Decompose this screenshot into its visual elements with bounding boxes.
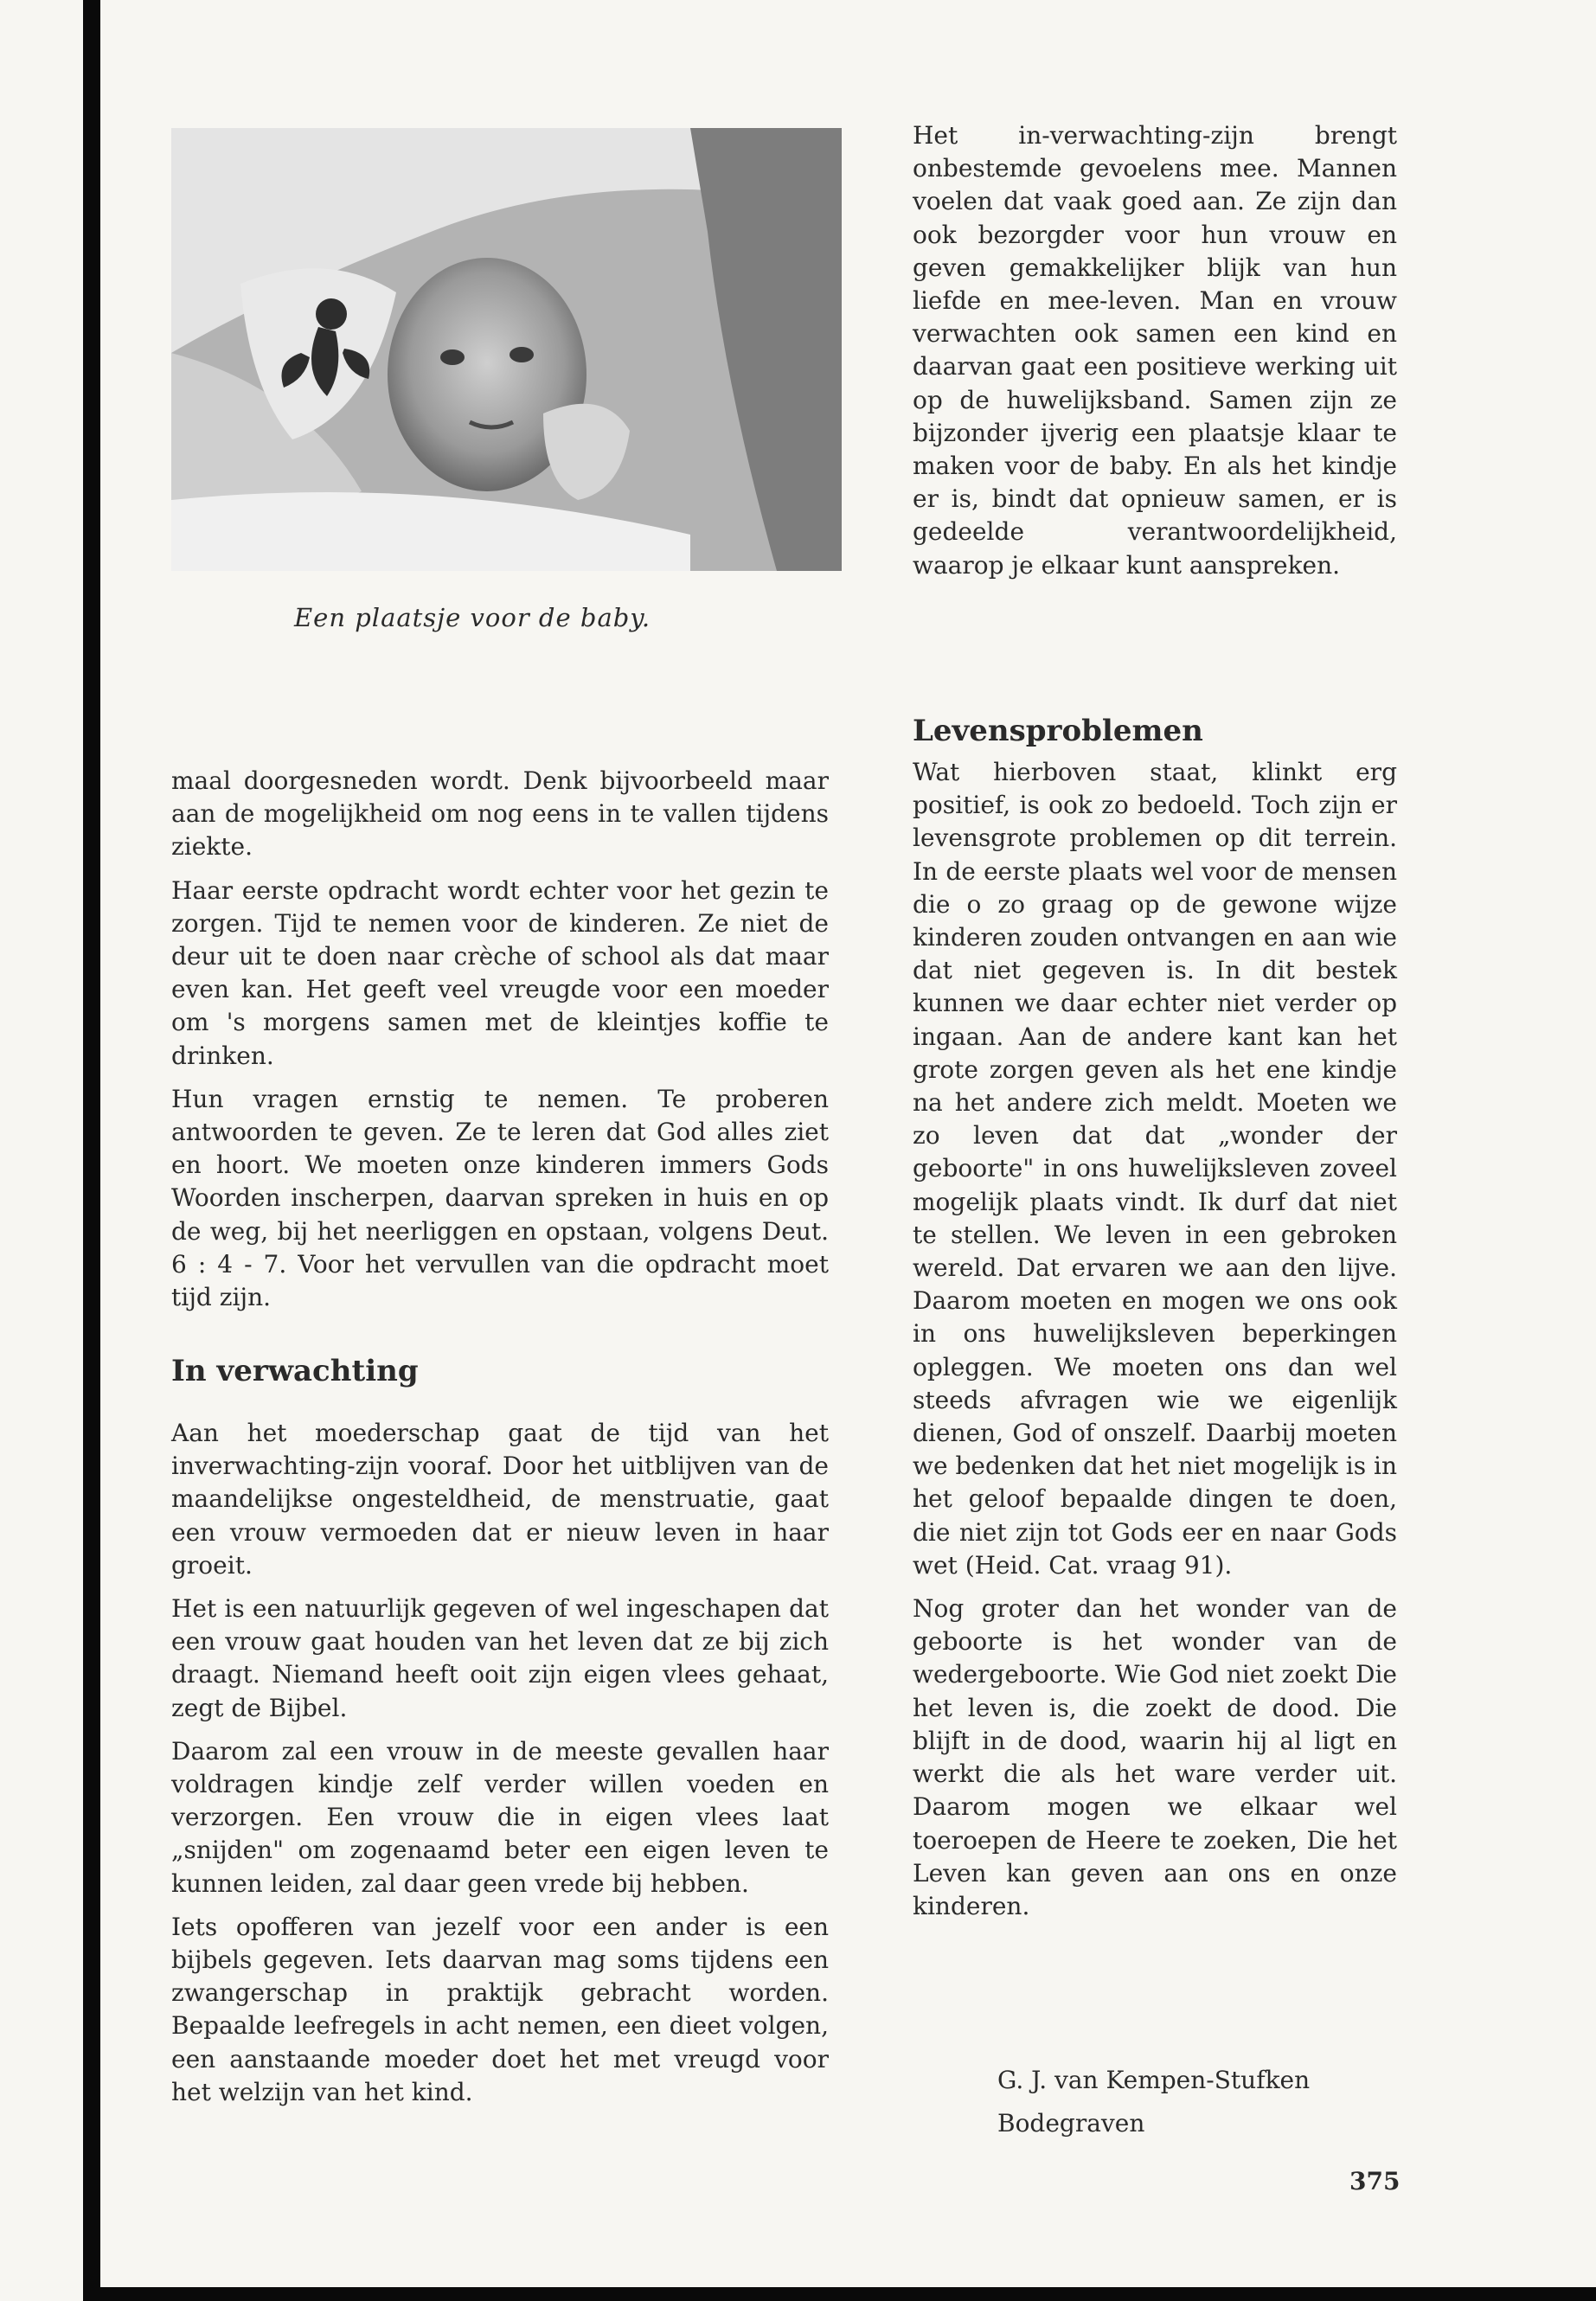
baby-photo bbox=[171, 128, 842, 571]
right-column-bottom bbox=[913, 756, 1397, 1933]
right-column-top bbox=[913, 119, 1397, 593]
paragraph: Iets opofferen van jezelf voor een ander is een bijbels gegeven. Iets daarvan mag soms tijdens een zwangerschap in praktijk gebracht worden. Bepaalde leefregels in acht nemen, een dieet volgen, een aanstaande moeder doet het met vreugd voor het welzijn van het kind. bbox=[171, 1912, 829, 2106]
author-name: G. J. van Kempen-Stufken bbox=[997, 2066, 1311, 2094]
page-number: 375 bbox=[1349, 2167, 1401, 2195]
paragraph: Daarom zal een vrouw in de meeste gevallen haar voldragen kindje zelf verder willen voeden en verzorgen. Een vrouw die in eigen vlees laat „snijden" om zogenaamd beter een eigen leven te kunnen leiden, zal daar geen vrede bij hebben. bbox=[171, 1736, 829, 1898]
left-column-top bbox=[171, 765, 829, 1324]
left-column-bottom bbox=[171, 1417, 829, 2119]
paragraph: Het in-verwachting-zijn brengt onbestemde gevoelens mee. Mannen voelen dat vaak goed aan. Ze zijn dan ook bezorgder voor hun vrouw en geven gemakkelijker blijk van hun liefde en mee-leven. Man en vrouw verwachten ook samen een kind en daarvan gaat een positieve werking uit op de huwelijksband. Samen zijn ze bijzonder ijverig een plaatsje klaar te maken voor de baby. En als het kindje er is, bindt dat opnieuw samen, er is gedeelde verantwoordelijkheid, waarop je elkaar kunt aanspreken. bbox=[913, 121, 1397, 580]
heading-text: Levensproblemen bbox=[913, 714, 1203, 748]
paragraph: maal doorgesneden wordt. Denk bijvoorbeeld maar aan de mogelijkheid om nog eens in te vallen tijdens ziekte. bbox=[171, 766, 829, 862]
section-heading-in-verwachting bbox=[171, 1354, 829, 1388]
binding-edge bbox=[83, 0, 100, 2301]
paragraph: Hun vragen ernstig te nemen. Te proberen antwoorden te geven. Ze te leren dat God alles ziet en hoort. We moeten onze kinderen immers Gods Woorden inscherpen, daarvan spreken in huis en op de weg, bij het neerliggen en opstaan, volgens Deut. 6 : 4 - 7. Voor het vervullen van die opdracht moet tijd zijn. bbox=[171, 1084, 829, 1312]
photo-caption: Een plaatsje voor de baby. bbox=[294, 603, 651, 632]
paragraph: Het is een natuurlijk gegeven of wel ingeschapen dat een vrouw gaat houden van het leven dat ze bij zich draagt. Niemand heeft ooit zijn eigen vlees gehaat, zegt de Bijbel. bbox=[171, 1594, 829, 1722]
paragraph: Wat hierboven staat, klinkt erg positief, is ook zo bedoeld. Toch zijn er levensgrote problemen op dit terrein. In de eerste plaats wel voor de mensen die o zo graag op de gewone wijze kinderen zouden ontvangen en aan wie dat niet gegeven is. In dit bestek kunnen we daar echter niet verder op ingaan. Aan de andere kant kan het grote zorgen geven als het ene kindje na het andere zich meldt. Moeten we zo leven dat dat „wonder der geboorte" in ons huwelijksleven zoveel mogelijk plaats vindt. Ik durf dat niet te stellen. We leven in een gebroken wereld. Dat ervaren we aan den lijve. Daarom moeten en mogen we ons ook in ons huwelijksleven beperkingen opleggen. We moeten ons dan wel steeds afvragen wie we eigenlijk dienen, God of onszelf. Daarbij moeten we bedenken dat het niet mogelijk is in het geloof bepaalde dingen te doen, die niet zijn tot Gods eer en naar Gods wet (Heid. Cat. vraag 91). bbox=[913, 758, 1397, 1580]
section-heading-levensproblemen bbox=[913, 714, 1397, 748]
author-signature bbox=[997, 2059, 1310, 2145]
paragraph: Haar eerste opdracht wordt echter voor het gezin te zorgen. Tijd te nemen voor de kinderen. Ze niet de deur uit te doen naar crèche of school als dat maar even kan. Het geeft veel vreugde voor een moeder om 's morgens samen met de kleintjes koffie te drinken. bbox=[171, 875, 829, 1070]
paragraph: Aan het moederschap gaat de tijd van het inverwachting-zijn vooraf. Door het uitblijven van de maandelijkse ongesteldheid, de menstruatie, gaat een vrouw vermoeden dat er nieuw leven in haar groeit. bbox=[171, 1419, 829, 1580]
heading-text: In verwachting bbox=[171, 1354, 419, 1388]
paragraph: Nog groter dan het wonder van de geboorte is het wonder van de wedergeboorte. Wie God niet zoekt Die het leven is, die zoekt de dood. Die blijft in de dood, waarin hij al ligt en werkt die als het ware verder uit. Daarom mogen we elkaar wel toeroepen de Heere te zoeken, Die het Leven kan geven aan ons en onze kinderen. bbox=[913, 1594, 1397, 1920]
bottom-edge bbox=[83, 2287, 1596, 2301]
author-place: Bodegraven bbox=[997, 2109, 1145, 2138]
